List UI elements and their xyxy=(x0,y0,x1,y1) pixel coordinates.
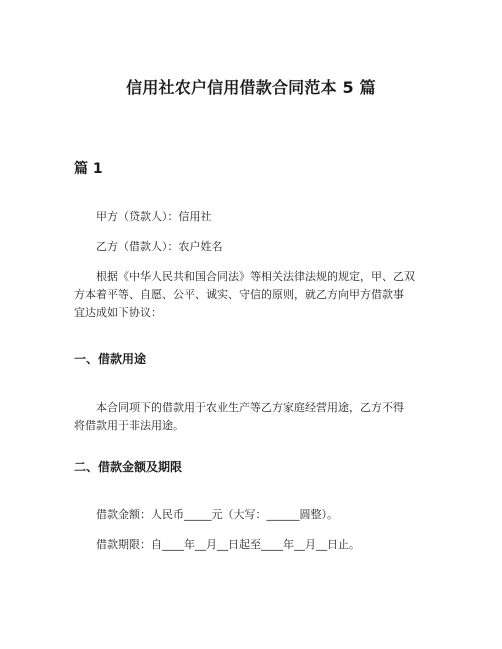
section-heading-amount-term: 二、借款金额及期限 xyxy=(74,460,183,474)
part-heading: 篇 1 xyxy=(74,161,103,177)
intro-line: 根据《中华人民共和国合同法》等相关法律法规的规定，甲、乙双 xyxy=(96,270,415,283)
loan-amount-line: 借款金额：人民币_____元（大写：______圆整）。 xyxy=(96,508,338,521)
intro-line: 宜达成如下协议： xyxy=(74,306,162,319)
document-title: 信用社农户信用借款合同范本 5 篇 xyxy=(126,78,376,97)
intro-paragraph xyxy=(74,268,434,322)
purpose-line: 将借款用于非法用途。 xyxy=(74,419,184,432)
loan-term-line: 借款期限：自____年__月__日起至____年__月__日止。 xyxy=(96,538,360,551)
purpose-paragraph xyxy=(74,399,434,435)
intro-line: 方本着平等、自愿、公平、诚实、守信的原则，就乙方向甲方借款事 xyxy=(74,288,404,301)
lender-line: 甲方（贷款人）：信用社 xyxy=(96,210,212,223)
purpose-line: 本合同项下的借款用于农业生产等乙方家庭经营用途，乙方不得 xyxy=(96,401,404,414)
borrower-line: 乙方（借款人）：农户姓名 xyxy=(96,240,223,253)
section-heading-purpose: 一、借款用途 xyxy=(74,352,147,366)
